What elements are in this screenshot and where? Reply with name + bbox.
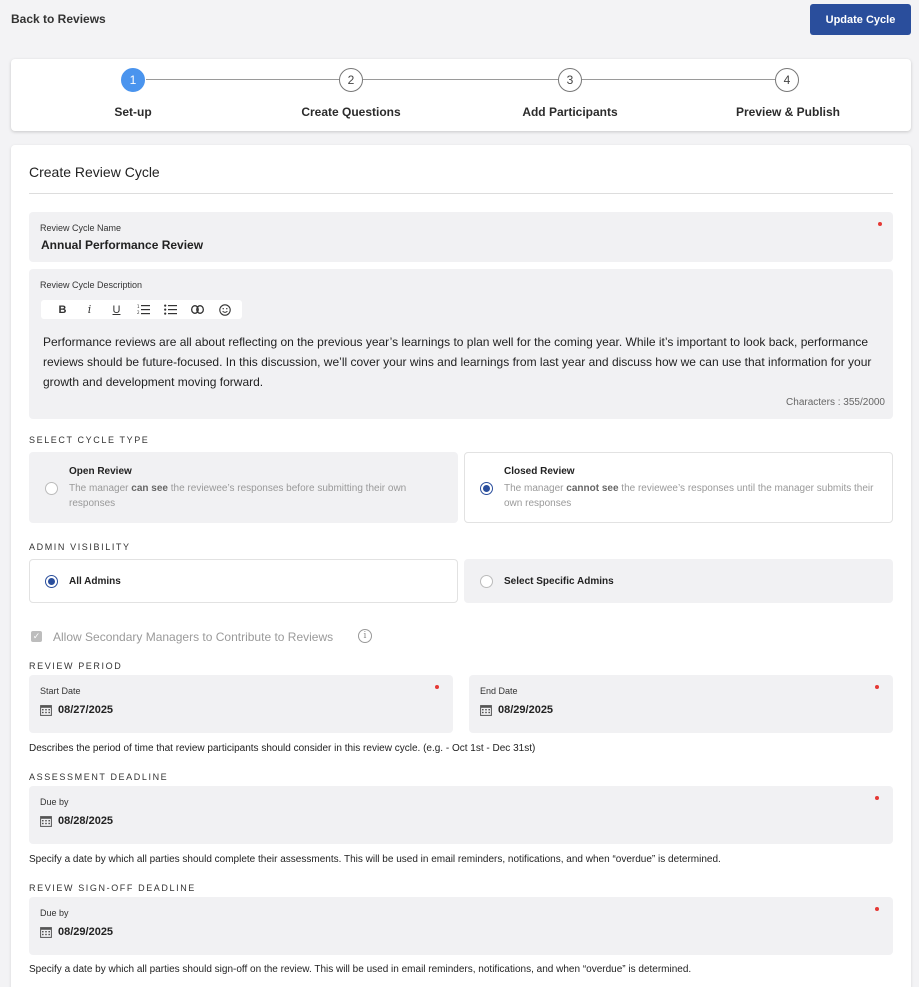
underline-icon[interactable]: U [112, 303, 121, 316]
step-connector [363, 79, 558, 80]
step-3-label[interactable]: Add Participants [522, 105, 618, 119]
cycle-name-value[interactable]: Annual Performance Review [41, 238, 204, 252]
closed-review-description: The manager cannot see the reviewee’s responses until the manager submits their own responses [504, 483, 874, 509]
step-3-circle[interactable]: 3 [558, 68, 582, 92]
calendar-icon[interactable] [40, 704, 52, 716]
open-review-option[interactable] [29, 452, 458, 523]
emoji-icon[interactable] [211, 300, 238, 319]
open-review-description: The manager can see the reviewee’s responses before submitting their own responses [69, 483, 407, 509]
create-review-cycle-card [11, 145, 911, 987]
cycle-name-field[interactable] [29, 212, 893, 262]
info-icon[interactable]: i [358, 629, 372, 643]
required-indicator [875, 685, 879, 689]
step-connector [146, 79, 339, 80]
title-divider [29, 193, 893, 194]
step-1-label[interactable]: Set-up [114, 105, 152, 119]
required-indicator [878, 222, 882, 226]
specific-admins-radio[interactable] [480, 575, 493, 588]
calendar-icon[interactable] [480, 704, 492, 716]
end-date-label: End Date [480, 686, 518, 696]
all-admins-radio[interactable] [45, 575, 58, 588]
character-count: Characters : 355/2000 [786, 397, 885, 408]
review-period-helper: Describes the period of time that review participants should consider in this review cycle. (e.g. - Oct 1st - Dec 31st) [29, 743, 536, 754]
cycle-name-label: Review Cycle Name [40, 223, 122, 233]
all-admins-label: All Admins [69, 576, 121, 587]
step-4-label[interactable]: Preview & Publish [735, 105, 841, 119]
step-connector [582, 79, 775, 80]
cycle-description-field[interactable] [29, 269, 893, 419]
closed-review-title: Closed Review [504, 466, 575, 477]
assessment-deadline-helper: Specify a date by which all parties should complete their assessments. This will be used in email reminders, notifications, and when “overdue” is determined. [29, 854, 721, 865]
page-title: Create Review Cycle [29, 164, 160, 180]
assessment-due-label: Due by [40, 797, 69, 807]
assessment-deadline-section-label: ASSESSMENT DEADLINE [29, 772, 169, 782]
cycle-description-text[interactable]: Performance reviews are all about reflecting on the previous year’s learnings to plan well for the coming year. While it’s important to look back, performance reviews should be future-focused. In this discussion, we’ll cover your wins and learnings from last year and discuss how we can use that information for your growth and development moving forward. [43, 335, 872, 389]
update-cycle-button[interactable]: Update Cycle [810, 4, 911, 35]
step-2-label[interactable]: Create Questions [301, 105, 401, 119]
specific-admins-option[interactable] [464, 559, 893, 603]
rich-text-toolbar [41, 300, 242, 319]
assessment-due-field[interactable] [29, 786, 893, 844]
step-4-circle[interactable]: 4 [775, 68, 799, 92]
ordered-list-icon[interactable] [130, 300, 157, 319]
secondary-managers-label: Allow Secondary Managers to Contribute to Reviews [53, 630, 334, 644]
signoff-deadline-section-label: REVIEW SIGN-OFF DEADLINE [29, 883, 196, 893]
bullet-list-icon[interactable] [157, 300, 184, 319]
link-icon[interactable] [184, 300, 211, 319]
required-indicator [435, 685, 439, 689]
end-date-field[interactable] [469, 675, 893, 733]
signoff-due-field[interactable] [29, 897, 893, 955]
admin-visibility-section-label: ADMIN VISIBILITY [29, 542, 131, 552]
start-date-field[interactable] [29, 675, 453, 733]
back-to-reviews-link[interactable]: Back to Reviews [11, 12, 106, 26]
assessment-due-value[interactable]: 08/28/2025 [58, 815, 114, 827]
top-bar [0, 0, 919, 40]
specific-admins-label: Select Specific Admins [504, 576, 614, 587]
secondary-managers-checkbox[interactable]: ✓ [32, 631, 41, 641]
bold-icon[interactable]: B [58, 303, 67, 316]
review-period-section-label: REVIEW PERIOD [29, 661, 123, 671]
required-indicator [875, 907, 879, 911]
open-review-radio[interactable] [45, 482, 58, 495]
signoff-deadline-helper: Specify a date by which all parties should sign-off on the review. This will be used in email reminders, notifications, and when “overdue” is determined. [29, 964, 692, 975]
open-review-title: Open Review [69, 466, 132, 477]
signoff-due-value[interactable]: 08/29/2025 [58, 926, 114, 938]
svg-text:1: 1 [137, 304, 140, 309]
cycle-type-section-label: SELECT CYCLE TYPE [29, 435, 150, 445]
step-2-circle[interactable]: 2 [339, 68, 363, 92]
end-date-value[interactable]: 08/29/2025 [498, 704, 554, 716]
closed-review-radio[interactable] [480, 482, 493, 495]
closed-review-option[interactable] [464, 452, 893, 523]
cycle-description-label: Review Cycle Description [40, 280, 143, 290]
svg-text:2: 2 [137, 310, 140, 315]
stepper [11, 59, 911, 131]
required-indicator [875, 796, 879, 800]
all-admins-option[interactable] [29, 559, 458, 603]
italic-icon[interactable]: i [87, 303, 92, 316]
calendar-icon[interactable] [40, 926, 52, 938]
start-date-value[interactable]: 08/27/2025 [58, 704, 114, 716]
signoff-due-label: Due by [40, 908, 69, 918]
step-1-circle[interactable]: 1 [121, 68, 145, 92]
calendar-icon[interactable] [40, 815, 52, 827]
start-date-label: Start Date [40, 686, 81, 696]
